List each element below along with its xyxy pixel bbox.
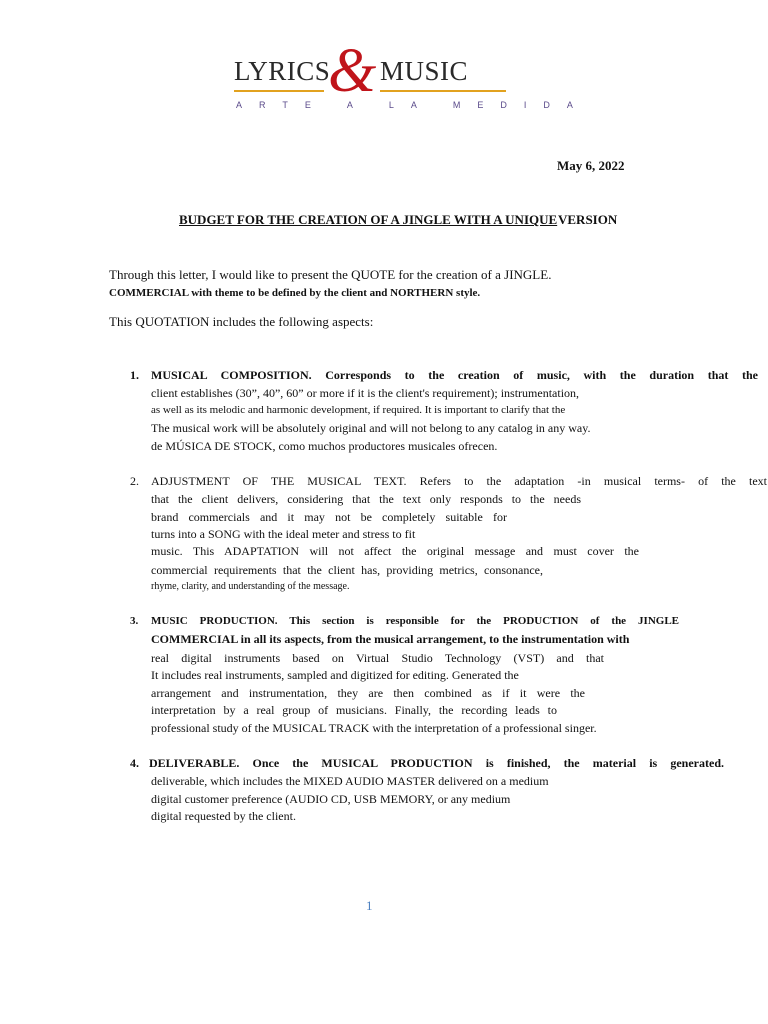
item-line: brand commercials and it may not be completely suitable for: [151, 510, 507, 524]
document-title-end: VERSION: [558, 212, 618, 227]
logo-word-lyrics: LYRICS: [234, 56, 331, 86]
item-line: The musical work will be absolutely original and will not belong to any catalog in any way.: [151, 421, 591, 435]
item-line: ADJUSTMENT OF THE MUSICAL TEXT. Refers to the adaptation -in musical terms- of the text: [151, 474, 767, 488]
item-line: rhyme, clarity, and understanding of the message.: [151, 581, 350, 592]
item-line: commercial requirements that the client has, providing metrics, consonance,: [151, 563, 543, 577]
item-line: real digital instruments based on Virtual Studio Technology (VST) and that: [151, 651, 604, 665]
item-line: client establishes (30”, 40”, 60” or more if it is the client's requirement); instrumentation,: [151, 386, 580, 400]
logo-underline-right: [380, 90, 506, 92]
item-number: 2.: [130, 474, 139, 488]
item-line: deliverable, which includes the MIXED AUDIO MASTER delivered on a medium: [151, 774, 549, 788]
intro-line-1: Through this letter, I would like to present the QUOTE for the creation of a JINGLE.: [109, 267, 552, 282]
item-line: interpretation by a real group of musicians. Finally, the recording leads to: [151, 703, 557, 717]
page-number: 1: [366, 898, 373, 913]
letter-date: May 6, 2022: [557, 158, 625, 173]
logo-ampersand: &: [328, 37, 377, 105]
item-line: that the client delivers, considering that the text only responds to the needs: [151, 492, 581, 506]
item-number: 1.: [130, 368, 139, 382]
item-line: It includes real instruments, sampled and digitized for editing. Generated the: [151, 668, 519, 682]
item-line: DELIVERABLE. Once the MUSICAL PRODUCTION is finished, the material is generated.: [149, 756, 724, 770]
logo-tagline: ARTE A LA MEDIDA: [236, 100, 590, 110]
document-title: BUDGET FOR THE CREATION OF A JINGLE WITH A UNIQUE: [179, 212, 558, 227]
item-line: de MÚSICA DE STOCK, como muchos productores musicales ofrecen.: [151, 439, 498, 453]
intro-line-3: This QUOTATION includes the following aspects:: [109, 314, 374, 329]
intro-line-2: COMMERCIAL with theme to be defined by the client and NORTHERN style.: [109, 287, 481, 299]
item-line: professional study of the MUSICAL TRACK with the interpretation of a professional singer.: [151, 721, 597, 735]
item-line: as well as its melodic and harmonic development, if required. It is important to clarify that the: [151, 404, 566, 416]
item-line: MUSICAL COMPOSITION. Corresponds to the creation of music, with the duration that the: [151, 368, 758, 382]
item-line: turns into a SONG with the ideal meter and stress to fit: [151, 527, 416, 541]
item-line: music. This ADAPTATION will not affect the original message and must cover the: [151, 544, 639, 558]
item-number: 3.: [130, 615, 139, 627]
item-line: digital customer preference (AUDIO CD, USB MEMORY, or any medium: [151, 792, 511, 806]
logo-underline-left: [234, 90, 324, 92]
logo-word-music: MUSIC: [380, 56, 469, 86]
item-number: 4.: [130, 756, 139, 770]
item-line: digital requested by the client.: [151, 809, 296, 823]
item-line: COMMERCIAL in all its aspects, from the musical arrangement, to the instrumentation with: [151, 632, 630, 646]
item-line: arrangement and instrumentation, they are then combined as if it were the: [151, 686, 585, 700]
item-line: MUSIC PRODUCTION. This section is responsible for the PRODUCTION of the JINGLE: [151, 615, 679, 627]
